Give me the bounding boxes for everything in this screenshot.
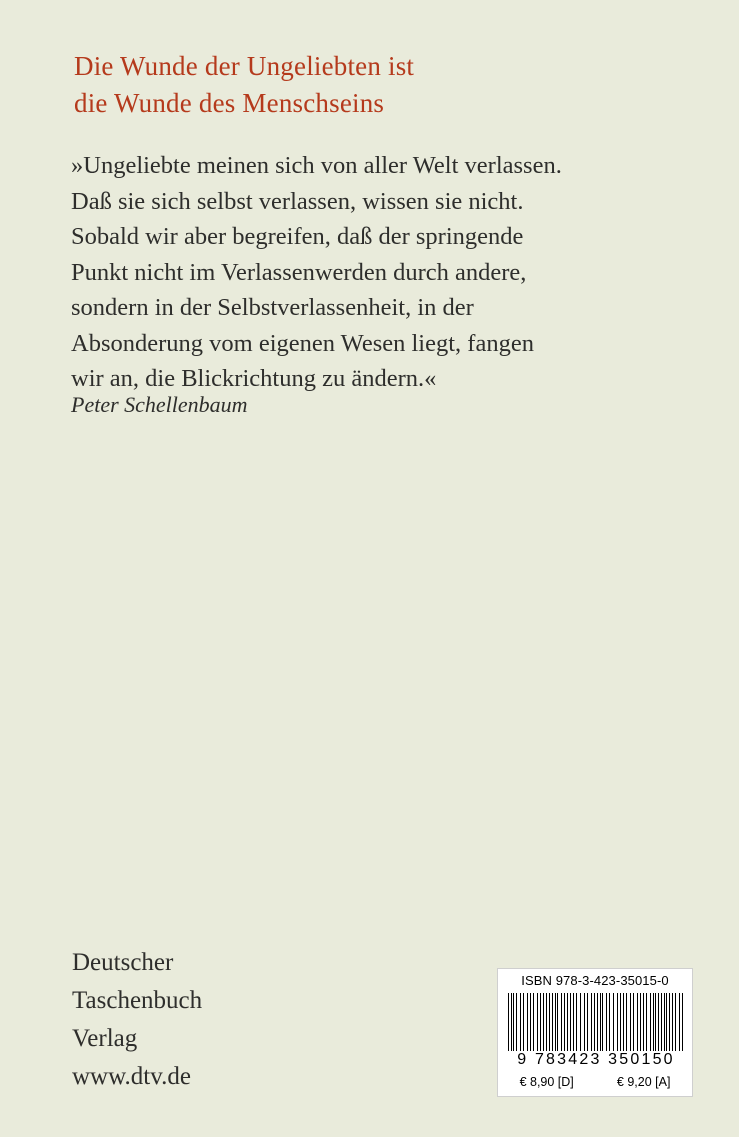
quote-line-4: Punkt nicht im Verlassenwerden durch andere, [71,258,527,286]
headline [74,48,674,122]
publisher-block [72,944,202,1096]
publisher-website: www.dtv.de [72,1063,191,1090]
quote-author: Peter Schellenbaum [71,392,248,417]
publisher-line-1: Deutscher [72,949,174,976]
price-germany: € 8,90 [D] [519,1075,574,1089]
quote-line-7: wir an, die Blickrichtung zu ändern.« [71,365,437,392]
quote-line-5: sondern in der Selbstverlassenheit, in der [71,294,474,321]
publisher-line-2: Taschenbuch [72,987,203,1014]
quote-line-1: »Ungeliebte meinen sich von aller Welt verlassen. [71,152,562,179]
barcode-bars-icon [508,993,684,1051]
headline-line-1: Die Wunde der Ungeliebten ist [74,51,415,81]
quote-line-6: Absonderung vom eigenen Wesen liegt, fangen [71,329,534,357]
publisher-line-3: Verlag [72,1025,138,1052]
quote-line-2: Daß sie sich selbst verlassen, wissen sie nicht. [71,187,524,215]
barcode-block [497,968,693,1097]
barcode-prices [498,1075,692,1089]
headline-line-2: die Wunde des Menschseins [74,88,385,118]
quote-line-3: Sobald wir aber begreifen, daß der springende [71,223,524,250]
isbn-label: ISBN 978-3-423-35015-0 [521,973,669,988]
quote-text [71,148,661,397]
price-austria: € 9,20 [A] [616,1075,671,1089]
barcode-digits: 9 783423 350150 [517,1051,675,1068]
